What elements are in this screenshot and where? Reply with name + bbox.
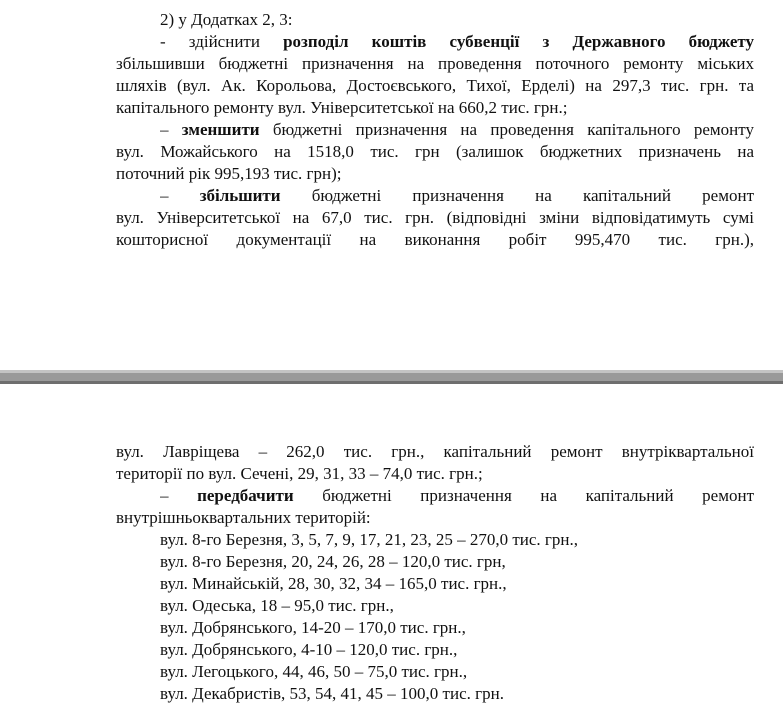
- paragraph-line: капітального ремонту вул. Університетської на 660,2 тис. грн.;: [116, 98, 568, 117]
- list-item: вул. Декабристів, 53, 54, 41, 45 – 100,0 тис. грн.: [160, 684, 504, 703]
- line-text: бюджетні призначення на проведення капітального ремонту: [259, 120, 754, 139]
- list-item: вул. 8-го Березня, 20, 24, 26, 28 – 120,0 тис. грн,: [160, 552, 506, 571]
- dash-prefix: - здійснити: [160, 32, 284, 51]
- list-item: вул. Минайській, 28, 30, 32, 34 – 165,0 тис. грн.,: [160, 574, 507, 593]
- list-item: вул. Добрянського, 14-20 – 170,0 тис. грн.,: [160, 618, 466, 637]
- line-text: бюджетні призначення на капітальний ремонт: [293, 486, 754, 505]
- list-item: вул. Одеська, 18 – 95,0 тис. грн.,: [160, 596, 394, 615]
- paragraph-line: [160, 31, 754, 53]
- paragraph-line: вул. Університетської на 67,0 тис. грн. (відповідні зміни відповідатимуть сумі: [116, 208, 754, 227]
- bold-phrase: розподіл коштів субвенції з Державного бюджету: [283, 32, 754, 51]
- paragraph-line: кошторисної документації на виконання робіт 995,470 тис. грн.),: [116, 230, 754, 249]
- document-page-bottom: [0, 384, 783, 718]
- paragraph-line: вул. Можайського на 1518,0 тис. грн (залишок бюджетних призначень на: [116, 142, 754, 161]
- paragraph-line: [160, 485, 754, 507]
- paragraph-line: території по вул. Сечені, 29, 31, 33 – 74,0 тис. грн.;: [116, 464, 483, 483]
- bold-phrase: збільшити: [199, 186, 281, 205]
- paragraph-line: [160, 119, 754, 141]
- paragraph-line: [160, 185, 754, 207]
- paragraph-line: внутрішньоквартальних територій:: [116, 508, 371, 527]
- paragraph-line: поточний рік 995,193 тис. грн);: [116, 164, 342, 183]
- dash-prefix: –: [160, 486, 198, 505]
- dash-prefix: –: [160, 186, 200, 205]
- list-item: вул. 8-го Березня, 3, 5, 7, 9, 17, 21, 23, 25 – 270,0 тис. грн.,: [160, 530, 578, 549]
- dash-prefix: –: [160, 120, 182, 139]
- line-text: бюджетні призначення на капітальний ремонт: [280, 186, 754, 205]
- paragraph-line: шляхів (вул. Ак. Корольова, Достоєвського, Тихої, Ерделі) на 297,3 тис. грн. та: [116, 76, 754, 95]
- bold-phrase: передбачити: [197, 486, 294, 505]
- list-item: вул. Легоцького, 44, 46, 50 – 75,0 тис. грн.,: [160, 662, 468, 681]
- paragraph-line: вул. Лавріщева – 262,0 тис. грн., капітальний ремонт внутріквартальної: [116, 442, 754, 461]
- page-separator: [0, 370, 783, 384]
- paragraph-line: збільшивши бюджетні призначення на проведення поточного ремонту міських: [116, 54, 754, 73]
- item-heading: 2) у Додатках 2, 3:: [160, 10, 293, 29]
- list-item: вул. Добрянського, 4-10 – 120,0 тис. грн.,: [160, 640, 458, 659]
- bold-phrase: зменшити: [181, 120, 260, 139]
